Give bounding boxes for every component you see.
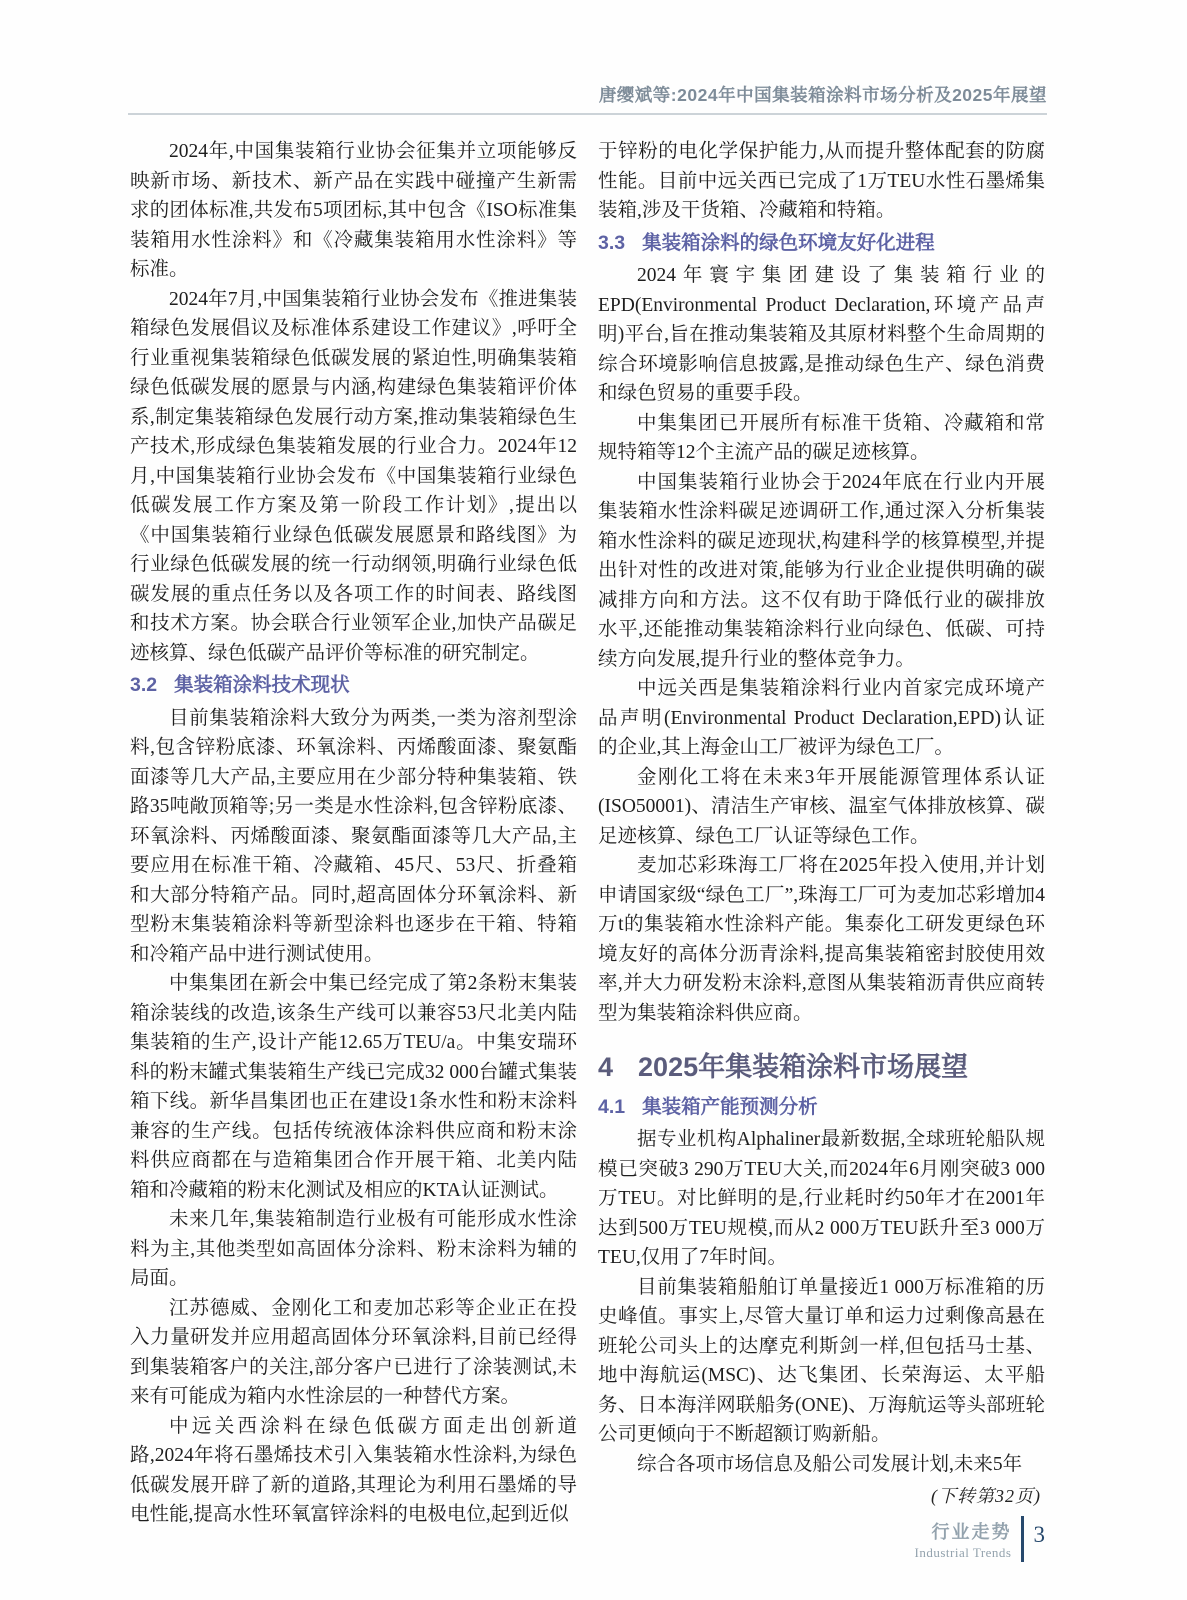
- running-header-title: 唐缨斌等:2024年中国集装箱涂料市场分析及2025年展望: [598, 85, 1047, 105]
- paragraph: 据专业机构Alphaliner最新数据,全球班轮船队规模已突破3 290万TEU大关,而2024年6月刚突破3 000万TEU。对比鲜明的是,行业耗时约50年才在2001年达到500万TEU规模,而从2 000万TEU跃升至3 000万TEU,仅用了7年时间。: [598, 1129, 1045, 1268]
- section-heading-3-3: [598, 229, 1045, 259]
- paragraph: 综合各项市场信息及船公司发展计划,未来5年: [637, 1453, 1023, 1475]
- paragraph: 麦加芯彩珠海工厂将在2025年投入使用,并计划申请国家级“绿色工厂”,珠海工厂可为麦加芯彩增加4万t的集装箱水性涂料产能。集泰化工研发更绿色环境友好的高体分沥青涂料,提高集装箱密封胶使用效率,并大力研发粉末涂料,意图从集装箱沥青供应商转型为集装箱涂料供应商。: [598, 855, 1045, 1024]
- section-number: 4: [598, 1052, 614, 1082]
- paragraph: 中集集团在新会中集已经完成了第2条粉末集装箱涂装线的改造,该条生产线可以兼容53尺北美内陆集装箱的生产,设计产能12.65万TEU/a。中集安瑞环科的粉末罐式集装箱生产线已完成32 000台罐式集装箱下线。新华昌集团也正在建设1条水性和粉末涂料兼容的生产线。包括传统液体涂料供应商和粉末涂料供应商都在与造箱集团合作开展干箱、北美内陆箱和冷藏箱的粉末化测试及相应的KTA认证测试。: [130, 973, 577, 1201]
- section-title: 集装箱涂料技术现状: [174, 674, 350, 696]
- footer-divider-bar: [1021, 1516, 1024, 1562]
- paragraph: 中远关西是集装箱涂料行业内首家完成环境产品声明(Environmental Product Declaration,EPD)认证的企业,其上海金山工厂被评为绿色工厂。: [598, 678, 1045, 758]
- page-footer: [915, 1516, 1045, 1562]
- continuation-note: (下转第32页): [931, 1486, 1041, 1506]
- section-number: 4.1: [598, 1095, 626, 1118]
- section-number: 3.3: [598, 231, 626, 254]
- paragraph: 江苏德威、金刚化工和麦加芯彩等企业正在投入力量研发并应用超高固体分环氧涂料,目前已经得到集装箱客户的关注,部分客户已进行了涂装测试,未来有可能成为箱内水性涂层的一种替代方案。: [130, 1297, 577, 1407]
- footer-section-zh: 行业走势: [931, 1521, 1012, 1542]
- paragraph: 未来几年,集装箱制造行业极有可能形成水性涂料为主,其他类型如高固体分涂料、粉末涂料为辅的局面。: [130, 1209, 577, 1289]
- paragraph: 中国集装箱行业协会于2024年底在行业内开展集装箱水性涂料碳足迹调研工作,通过深入分析集装箱水性涂料的碳足迹现状,构建科学的核算模型,并提出针对性的改进对策,能够为行业企业提供明确的碳减排方向和方法。这不仅有助于降低行业的碳排放水平,还能推动集装箱涂料行业向绿色、低碳、可持续方向发展,提升行业的整体竞争力。: [598, 471, 1045, 670]
- page-number: 3: [1033, 1522, 1045, 1547]
- paragraph: 中集集团已开展所有标准干货箱、冷藏箱和常规特箱等12个主流产品的碳足迹核算。: [598, 412, 1045, 463]
- paragraph: 2024年7月,中国集装箱行业协会发布《推进集装箱绿色发展倡议及标准体系建设工作建议》,呼吁全行业重视集装箱绿色低碳发展的紧迫性,明确集装箱绿色低碳发展的愿景与内涵,构建绿色集装箱评价体系,制定集装箱绿色发展行动方案,推动集装箱绿色生产技术,形成绿色集装箱发展的行业合力。2024年12月,中国集装箱行业协会发布《中国集装箱行业绿色低碳发展工作方案及第一阶段工作计划》,提出以《中国集装箱行业绿色低碳发展愿景和路线图》为行业绿色低碳发展的统一行动纲领,明确行业绿色低碳发展的重点任务以及各项工作的时间表、路线图和技术方案。协会联合行业领军企业,加快产品碳足迹核算、绿色低碳产品评价等标准的研究制定。: [130, 288, 577, 664]
- right-column: [598, 137, 1045, 1512]
- section-title: 2025年集装箱涂料市场展望: [638, 1052, 969, 1082]
- paragraph-continuation: 于锌粉的电化学保护能力,从而提升整体配套的防腐性能。目前中远关西已完成了1万TEU水性石墨烯集装箱,涉及干货箱、冷藏箱和特箱。: [598, 141, 1045, 221]
- paragraph: 2024年寰宇集团建设了集装箱行业的EPD(Environmental Product Declaration,环境产品声明)平台,旨在推动集装箱及其原材料整个生命周期的综合环境影响信息披露,是推动绿色生产、绿色消费和绿色贸易的重要手段。: [598, 265, 1045, 404]
- section-title: 集装箱涂料的绿色环境友好化进程: [642, 231, 935, 254]
- section-number: 3.2: [130, 674, 158, 696]
- footer-section-labels: [915, 1518, 1012, 1561]
- footer-section-en: Industrial Trends: [914, 1544, 1012, 1560]
- section-title: 集装箱产能预测分析: [642, 1095, 818, 1118]
- paragraph: 2024年,中国集装箱行业协会征集并立项能够反映新市场、新技术、新产品在实践中碰撞产生新需求的团体标准,共发布5项团标,其中包含《ISO标准集装箱用水性涂料》和《冷藏集装箱用水性涂料》等标准。: [130, 141, 577, 280]
- paragraph: 目前集装箱船舶订单量接近1 000万标准箱的历史峰值。事实上,尽管大量订单和运力过剩像高悬在班轮公司头上的达摩克利斯剑一样,但包括马士基、地中海航运(MSC)、达飞集团、长荣海运、太平船务、日本海洋网联船务(ONE)、万海航运等头部班轮公司更倾向于不断超额订购新船。: [598, 1276, 1045, 1445]
- paragraph: 目前集装箱涂料大致分为两类,一类为溶剂型涂料,包含锌粉底漆、环氧涂料、丙烯酸面漆、聚氨酯面漆等几大产品,主要应用在少部分特种集装箱、铁路35吨敞顶箱等;另一类是水性涂料,包含锌粉底漆、环氧涂料、丙烯酸面漆、聚氨酯面漆等几大产品,主要应用在标准干箱、冷藏箱、45尺、53尺、折叠箱和大部分特箱产品。同时,超高固体分环氧涂料、新型粉末集装箱涂料等新型涂料也逐步在干箱、特箱和冷箱产品中进行测试使用。: [130, 707, 577, 965]
- paragraph: 金刚化工将在未来3年开展能源管理体系认证(ISO50001)、清洁生产审核、温室气体排放核算、碳足迹核算、绿色工厂认证等绿色工作。: [598, 766, 1045, 847]
- section-heading-3-2: [130, 671, 577, 701]
- paragraph: 中远关西涂料在绿色低碳方面走出创新道路,2024年将石墨烯技术引入集装箱水性涂料,为绿色低碳发展开辟了新的道路,其理论为利用石墨烯的导电性能,提高水性环氧富锌涂料的电极电位,起到近似: [130, 1415, 577, 1525]
- section-heading-4: [598, 1053, 1045, 1083]
- section-heading-4-1: [598, 1093, 1045, 1123]
- left-column: [130, 137, 577, 1530]
- header-rule: [128, 113, 1047, 115]
